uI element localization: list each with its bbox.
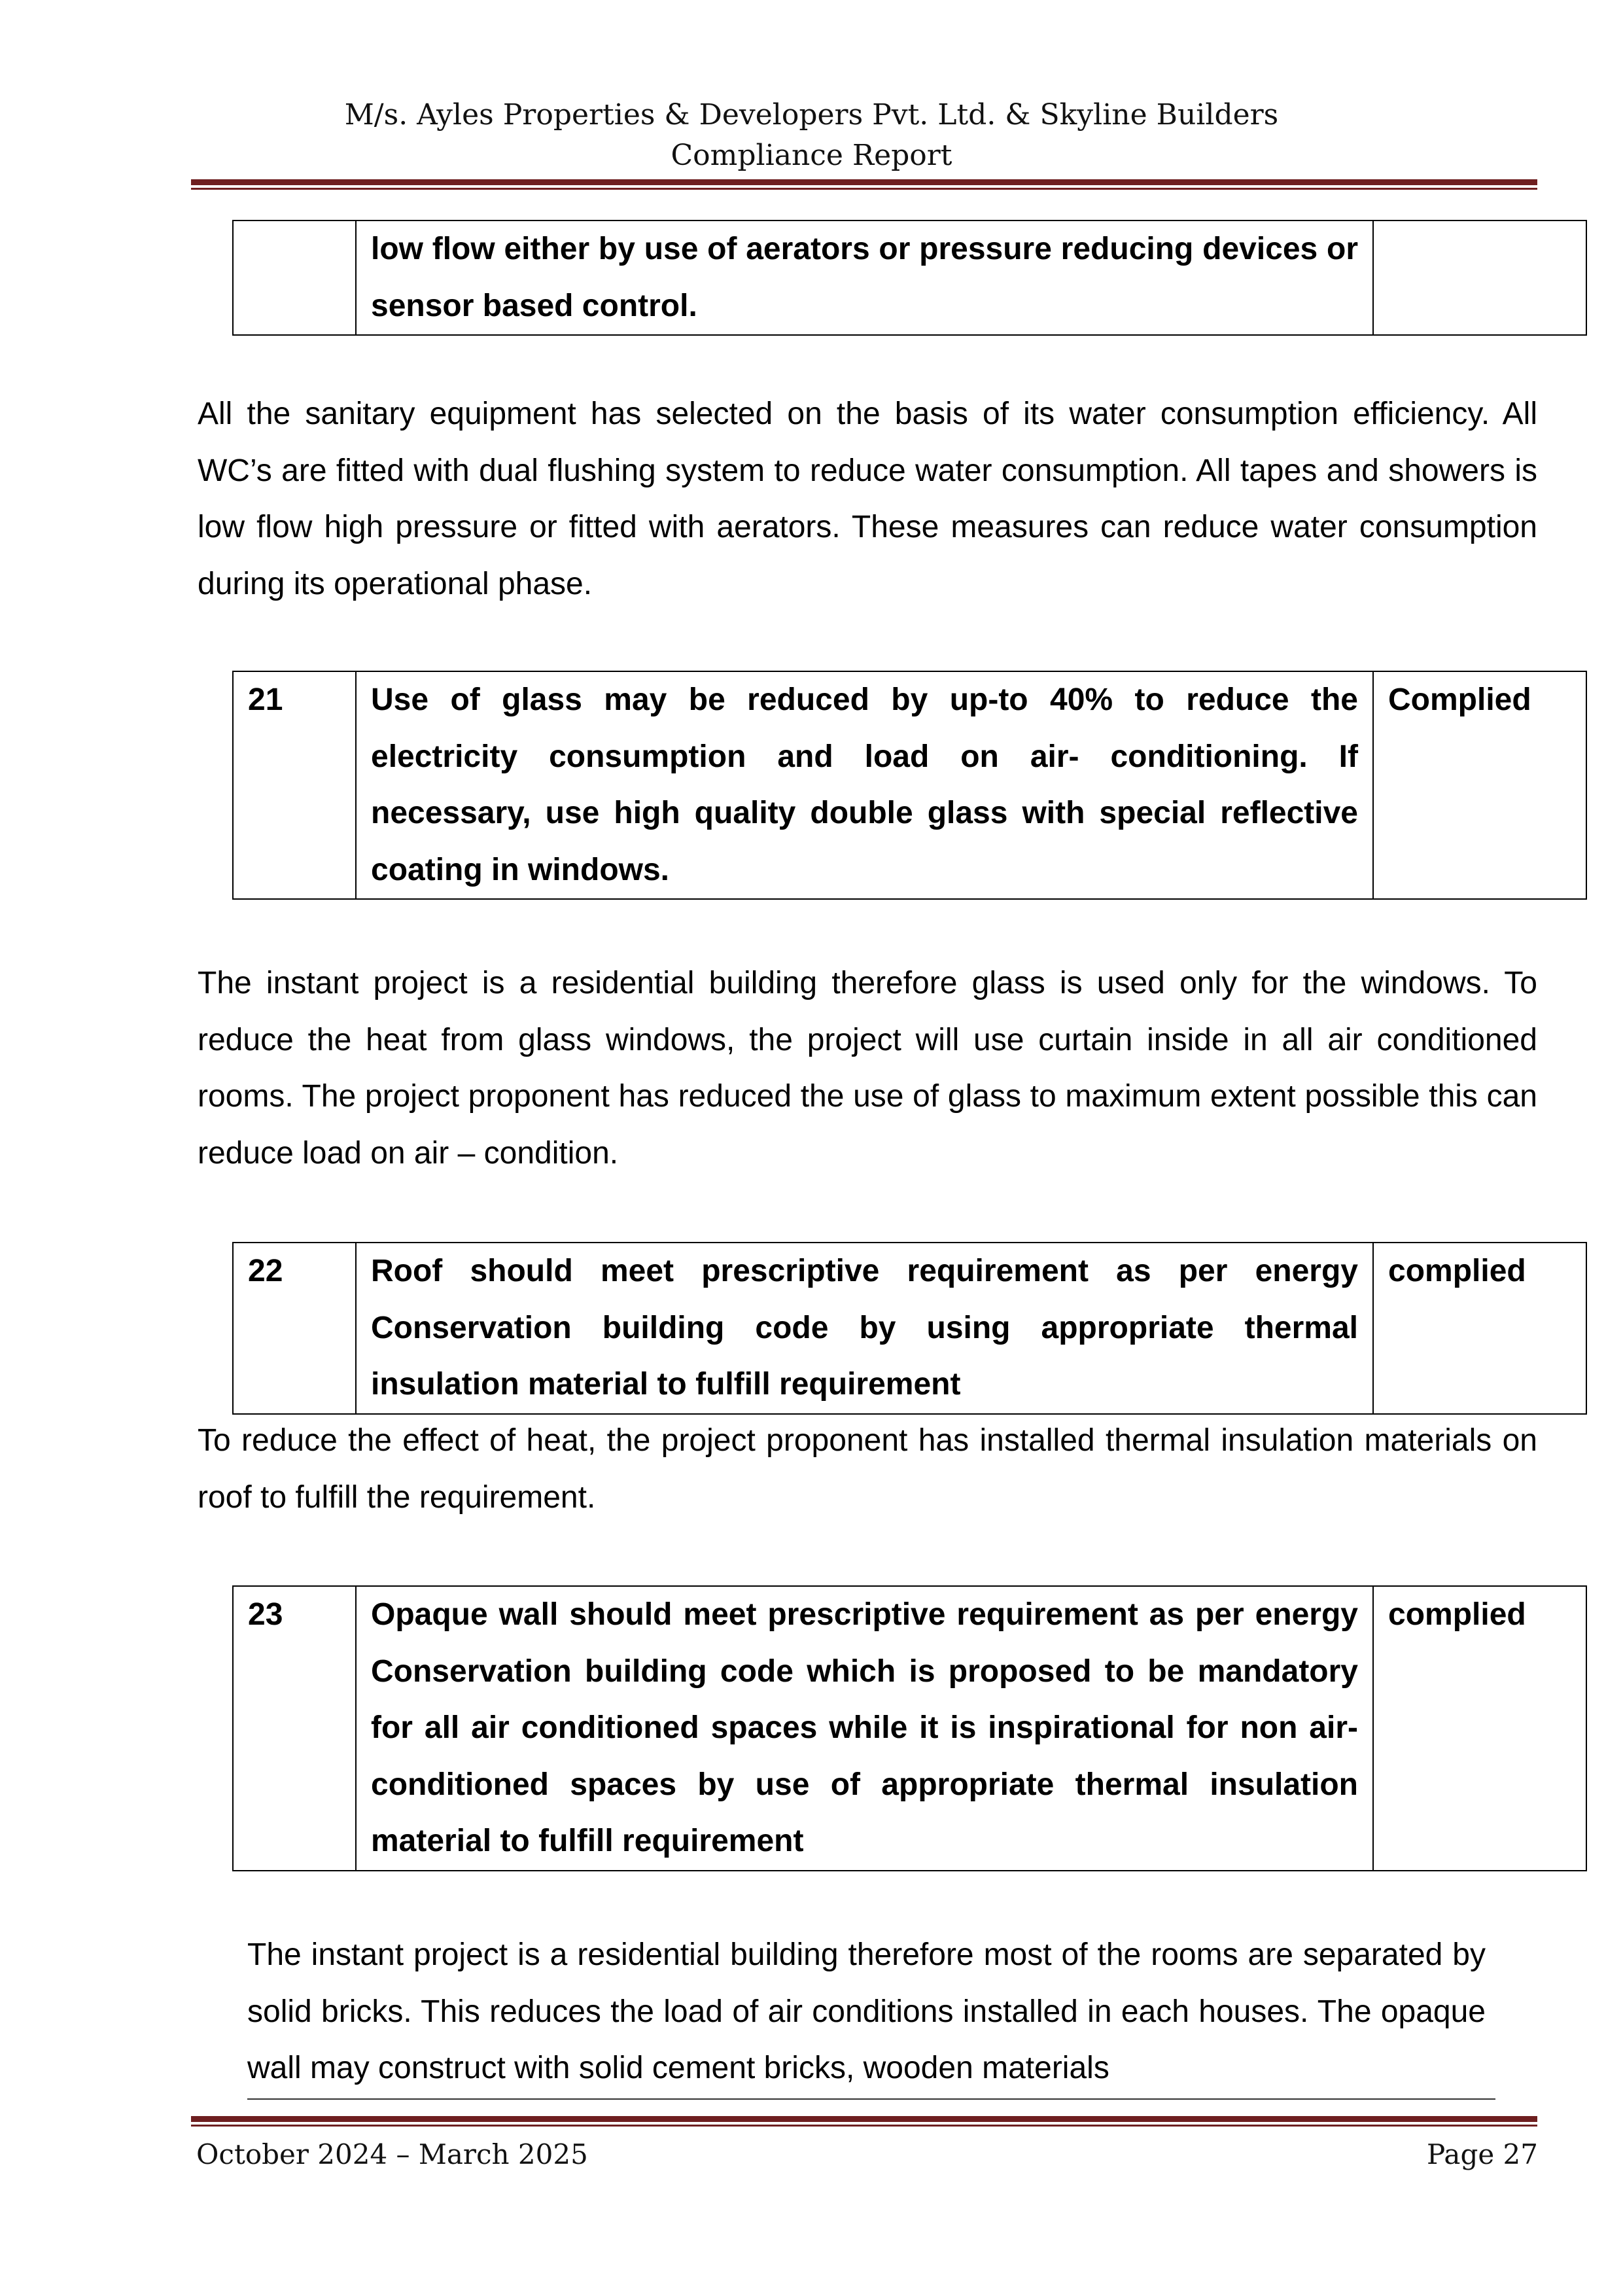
footer-page-number: Page 27 xyxy=(1427,2138,1538,2170)
footer-rule-thin xyxy=(191,2125,1537,2127)
row-status: complied xyxy=(1373,1243,1586,1414)
table-row xyxy=(233,221,1586,335)
row-number: 22 xyxy=(233,1243,356,1414)
table-row xyxy=(233,1243,1586,1414)
requirement-table-continued xyxy=(232,220,1587,336)
header-rule-thin xyxy=(191,188,1537,190)
row-status: complied xyxy=(1373,1586,1586,1871)
paragraph-sanitary-equipment: All the sanitary equipment has selected on the basis of its water consumption efficiency. All WC’s are fitted with dual flushing system to reduce water consumption. All tapes and showers is low flow high pressure or fitted with aerators. These measures can reduce water consumption during its operational phase. xyxy=(198,397,1537,601)
requirement-table-23 xyxy=(232,1585,1587,1871)
row-number: 21 xyxy=(233,671,356,899)
requirement-table-22 xyxy=(232,1242,1587,1415)
row-requirement-text: Roof should meet prescriptive requirement as per energy Conservation building code by using appropriate thermal insulation material to fulfill requirement xyxy=(356,1243,1373,1414)
row-status: Complied xyxy=(1373,671,1586,899)
footer-rule-thick xyxy=(191,2116,1537,2122)
header-company: M/s. Ayles Properties & Developers Pvt. Ltd. & Skyline Builders xyxy=(344,98,1279,132)
paragraph-roof-insulation: To reduce the effect of heat, the project proponent has installed thermal insulation materials on roof to fulfill the requirement. xyxy=(198,1423,1537,1515)
table-row xyxy=(233,671,1586,899)
row-requirement-text: low flow either by use of aerators or pressure reducing devices or sensor based control. xyxy=(356,221,1373,335)
row-number xyxy=(233,221,356,335)
requirement-table-21 xyxy=(232,671,1587,900)
paragraph-opaque-wall: The instant project is a residential building therefore most of the rooms are separated by solid bricks. This reduces the load of air conditions installed in each houses. The opaque wall may construct with solid cement bricks, wooden materials xyxy=(247,1937,1486,2085)
header-report-title: Compliance Report xyxy=(671,139,952,172)
row-status xyxy=(1373,221,1586,335)
row-requirement-text: Opaque wall should meet prescriptive requirement as per energy Conservation building code which is proposed to be mandatory for all air conditioned spaces while it is inspirational for non air-conditioned spaces by use of appropriate thermal insulation material to fulfill requirement xyxy=(356,1586,1373,1871)
page-header xyxy=(0,95,1623,176)
row-requirement-text: Use of glass may be reduced by up-to 40% to reduce the electricity consumption and load on air- conditioning. If necessary, use high quality double glass with special reflective coating in windows. xyxy=(356,671,1373,899)
paragraph-glass-usage: The instant project is a residential building therefore glass is used only for the windows. To reduce the heat from glass windows, the project will use curtain inside in all air conditioned rooms. The project proponent has reduced the use of glass to maximum extent possible this can reduce load on air – condition. xyxy=(198,966,1537,1171)
header-rule-thick xyxy=(191,179,1537,185)
footer-period: October 2024 – March 2025 xyxy=(196,2138,588,2170)
table-row xyxy=(233,1586,1586,1871)
row-number: 23 xyxy=(233,1586,356,1871)
content-bottom-line xyxy=(247,2098,1495,2100)
